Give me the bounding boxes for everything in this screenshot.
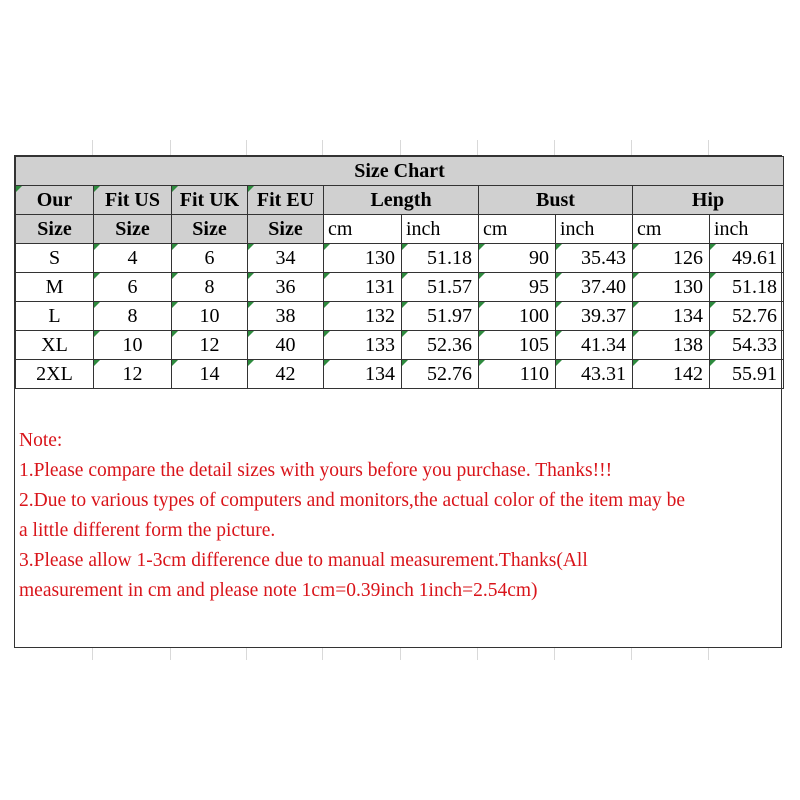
header-fit-us: Fit US: [94, 186, 172, 215]
header-hip: Hip: [633, 186, 784, 215]
header-row-2: [16, 215, 784, 244]
table-row: [16, 244, 784, 273]
cell-our-size: XL: [16, 331, 94, 360]
cell-fit-us: 10: [94, 331, 172, 360]
cell-fit-eu: 40: [248, 331, 324, 360]
note-line: a little different form the picture.: [19, 520, 276, 541]
cell-bust-inch: 37.40: [556, 273, 633, 302]
cell-fit-uk: 12: [172, 331, 248, 360]
cell-hip-cm: 126: [633, 244, 710, 273]
cell-bust-cm: 105: [479, 331, 556, 360]
cell-bust-inch: 35.43: [556, 244, 633, 273]
cell-fit-uk: 8: [172, 273, 248, 302]
cell-hip-inch: 54.33: [710, 331, 784, 360]
cell-length-inch: 51.57: [402, 273, 479, 302]
unit-bust-inch: inch: [556, 215, 633, 244]
cell-fit-eu: 34: [248, 244, 324, 273]
cell-length-inch: 52.36: [402, 331, 479, 360]
cell-hip-cm: 142: [633, 360, 710, 389]
header-fit-us-line2: Size: [94, 215, 172, 244]
unit-hip-cm: cm: [633, 215, 710, 244]
cell-bust-inch: 39.37: [556, 302, 633, 331]
table-row: [16, 273, 784, 302]
cell-our-size: 2XL: [16, 360, 94, 389]
cell-length-cm: 130: [324, 244, 402, 273]
cell-bust-cm: 110: [479, 360, 556, 389]
cell-fit-uk: 14: [172, 360, 248, 389]
table-row: [16, 360, 784, 389]
header-our-size-line2: Size: [16, 215, 94, 244]
cell-hip-inch: 49.61: [710, 244, 784, 273]
note-line: measurement in cm and please note 1cm=0.39inch 1inch=2.54cm): [19, 580, 538, 601]
cell-bust-cm: 100: [479, 302, 556, 331]
table-row: [16, 302, 784, 331]
cell-hip-cm: 138: [633, 331, 710, 360]
unit-bust-cm: cm: [479, 215, 556, 244]
table-row: [16, 331, 784, 360]
cell-fit-eu: 36: [248, 273, 324, 302]
cell-bust-inch: 43.31: [556, 360, 633, 389]
cell-hip-inch: 55.91: [710, 360, 784, 389]
cell-length-inch: 51.18: [402, 244, 479, 273]
cell-our-size: L: [16, 302, 94, 331]
cell-bust-cm: 95: [479, 273, 556, 302]
size-chart-table: [15, 156, 784, 389]
note-line: 3.Please allow 1-3cm difference due to manual measurement.Thanks(All: [19, 550, 588, 571]
cell-our-size: S: [16, 244, 94, 273]
header-our-size: Our: [16, 186, 94, 215]
unit-length-cm: cm: [324, 215, 402, 244]
header-fit-uk-line2: Size: [172, 215, 248, 244]
header-fit-eu: Fit EU: [248, 186, 324, 215]
cell-length-cm: 132: [324, 302, 402, 331]
cell-hip-inch: 51.18: [710, 273, 784, 302]
cell-fit-eu: 42: [248, 360, 324, 389]
header-bust: Bust: [479, 186, 633, 215]
cell-our-size: M: [16, 273, 94, 302]
cell-fit-uk: 6: [172, 244, 248, 273]
cell-bust-cm: 90: [479, 244, 556, 273]
header-row-1: [16, 186, 784, 215]
table-title: Size Chart: [16, 157, 784, 186]
cell-length-inch: 52.76: [402, 360, 479, 389]
unit-hip-inch: inch: [710, 215, 784, 244]
cell-hip-cm: 130: [633, 273, 710, 302]
cell-length-cm: 133: [324, 331, 402, 360]
note-heading: Note:: [19, 430, 63, 451]
unit-length-inch: inch: [402, 215, 479, 244]
header-length: Length: [324, 186, 479, 215]
notes-block: [15, 426, 781, 606]
size-chart-sheet: [14, 155, 782, 648]
cell-fit-us: 8: [94, 302, 172, 331]
cell-fit-eu: 38: [248, 302, 324, 331]
header-fit-uk: Fit UK: [172, 186, 248, 215]
cell-bust-inch: 41.34: [556, 331, 633, 360]
note-line: 2.Due to various types of computers and monitors,the actual color of the item may be: [19, 490, 686, 511]
cell-hip-cm: 134: [633, 302, 710, 331]
cell-fit-us: 6: [94, 273, 172, 302]
cell-hip-inch: 52.76: [710, 302, 784, 331]
cell-fit-us: 4: [94, 244, 172, 273]
cell-length-cm: 134: [324, 360, 402, 389]
cell-length-inch: 51.97: [402, 302, 479, 331]
cell-length-cm: 131: [324, 273, 402, 302]
note-line: 1.Please compare the detail sizes with yours before you purchase. Thanks!!!: [19, 460, 613, 481]
header-fit-eu-line2: Size: [248, 215, 324, 244]
cell-fit-us: 12: [94, 360, 172, 389]
title-row: [16, 157, 784, 186]
cell-fit-uk: 10: [172, 302, 248, 331]
